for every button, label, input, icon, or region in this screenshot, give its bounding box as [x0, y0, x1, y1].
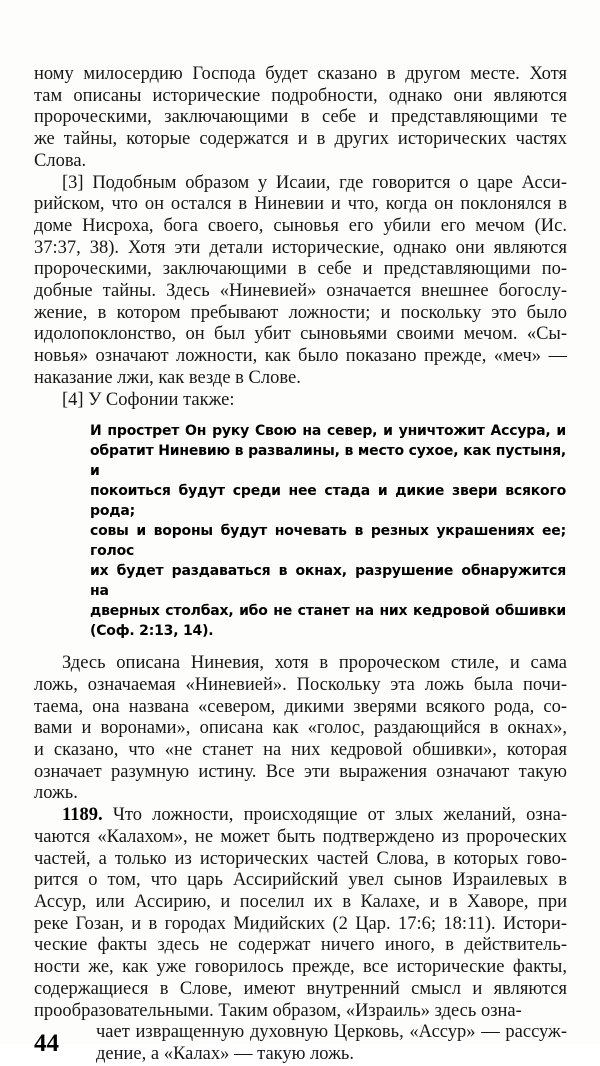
hanging-lines — [96, 1022, 567, 1065]
text-line: И прострет Он руку Свою на север, и уничтожит Ассура, и — [90, 423, 566, 440]
text-line: Слова. — [34, 150, 87, 171]
text-line: ложь. — [34, 783, 78, 804]
text-line: 37:37, 38). Хотя эти детали исторические, однако они являются — [34, 237, 567, 258]
text-line: же тайны, которые содержатся и в других исторических частях — [34, 129, 567, 150]
text-line: жение, в котором пребывают ложности; и поскольку это было — [34, 302, 567, 323]
text-line: означает разумную истину. Все эти выражения означают такую — [34, 761, 567, 782]
text-line: там описаны исторические подробности, однако они являются — [34, 85, 567, 106]
text-line: вами и воронами», описана как «голос, раздающийся в окнах», — [34, 718, 567, 739]
page-footer — [34, 1022, 567, 1065]
text-line: наказание лжи, как везде в Слове. — [34, 367, 301, 388]
paragraph-number-bold: 1189. — [62, 805, 103, 826]
text-line: 1189. Что ложности, происходящие от злых желаний, озна- — [62, 805, 567, 826]
text-line: новья» означают ложности, как было показано прежде, «меч» — — [34, 346, 567, 367]
text-line: рится о том, что царь Ассирийский увел сынов Израилевых в — [34, 870, 567, 891]
text-line: ложь, означаемая «Ниневией». Поскольку эта ложь была почи- — [34, 674, 567, 695]
text-line: и сказано, что «не станет на них кедровой обшивки», которая — [34, 740, 567, 761]
text-line: их будет раздаваться в окнах, разрушение обнаружится на — [90, 563, 566, 600]
text-line: доме Нисроха, бога своего, сыновья его убили его мечом (Ис. — [34, 215, 567, 236]
text-line: реке Гозан, и в городах Мидийских (2 Цар. 17:6; 18:11). Истори- — [34, 913, 567, 934]
text-line: Здесь описана Ниневия, хотя в пророческом стиле, и сама — [62, 653, 567, 674]
paragraph-commentary — [34, 653, 567, 805]
text-line: обратит Ниневию в развалины, в место сухое, как пустыня, и — [90, 443, 566, 480]
text-line: ному милосердию Господа будет сказано в другом месте. Хотя — [34, 64, 567, 84]
paragraph-continuation — [34, 64, 567, 173]
paragraph-1189 — [34, 805, 567, 1022]
text-line: [4] У Софонии также: — [62, 389, 235, 410]
text-line: дение, а «Калах» — такую ложь. — [96, 1043, 354, 1064]
text-line: чает извращенную духовную Церковь, «Ассур» — рассуж- — [96, 1022, 567, 1043]
text-line: (Соф. 2:13, 14). — [90, 623, 214, 640]
text-line: Ассур, или Ассирию, и поселил их в Калахе, и в Хаворе, при — [34, 891, 567, 912]
page-number: 44 — [34, 1029, 59, 1057]
text-line: совы и вороны будут ночевать в резных украшениях ее; голос — [90, 523, 566, 560]
text-line: ности же, как уже говорилось прежде, все исторические факты, — [34, 957, 567, 978]
text-line: добные тайны. Здесь «Ниневией» означается внешнее богослу- — [34, 281, 567, 302]
text-line: чаются «Калахом», не может быть подтверждено из пророческих — [34, 826, 567, 847]
text-line: таема, она названа «севером, дикими зверями всякого рода, со- — [34, 696, 567, 717]
text-line: пророческими, заключающими в себе и представляющими по- — [34, 259, 567, 280]
paragraph-section-3 — [34, 173, 567, 390]
page-text-content — [34, 64, 567, 1066]
text-line: дверных столбах, ибо не станет на них кедровой обшивки — [90, 603, 566, 620]
text-line: идолопоклонство, он был убит сыновьями своими мечом. «Сы- — [34, 324, 567, 345]
text-line: прообразовательными. Таким образом, «Израиль» здесь озна- — [34, 1000, 522, 1021]
text-line: содержащиеся в Слове, имеют внутренний смысл и являются — [34, 978, 567, 999]
text-line: ческие факты здесь не содержат ничего иного, в действитель- — [34, 935, 567, 956]
paragraph-section-4 — [34, 390, 567, 412]
text-line: [3] Подобным образом у Исаии, где говорится о царе Асси- — [62, 172, 567, 193]
text-line: пророческими, заключающими в себе и представляющими те — [34, 107, 567, 128]
text-line: покоиться будут среди нее стада и дикие звери всякого рода; — [90, 483, 566, 520]
text-line: частей, а только из исторических частей Слова, в которых гово- — [34, 848, 567, 869]
scripture-quote-block — [90, 421, 566, 641]
text-line: рийском, что он остался в Ниневии и что, когда он поклонялся в — [34, 194, 567, 215]
